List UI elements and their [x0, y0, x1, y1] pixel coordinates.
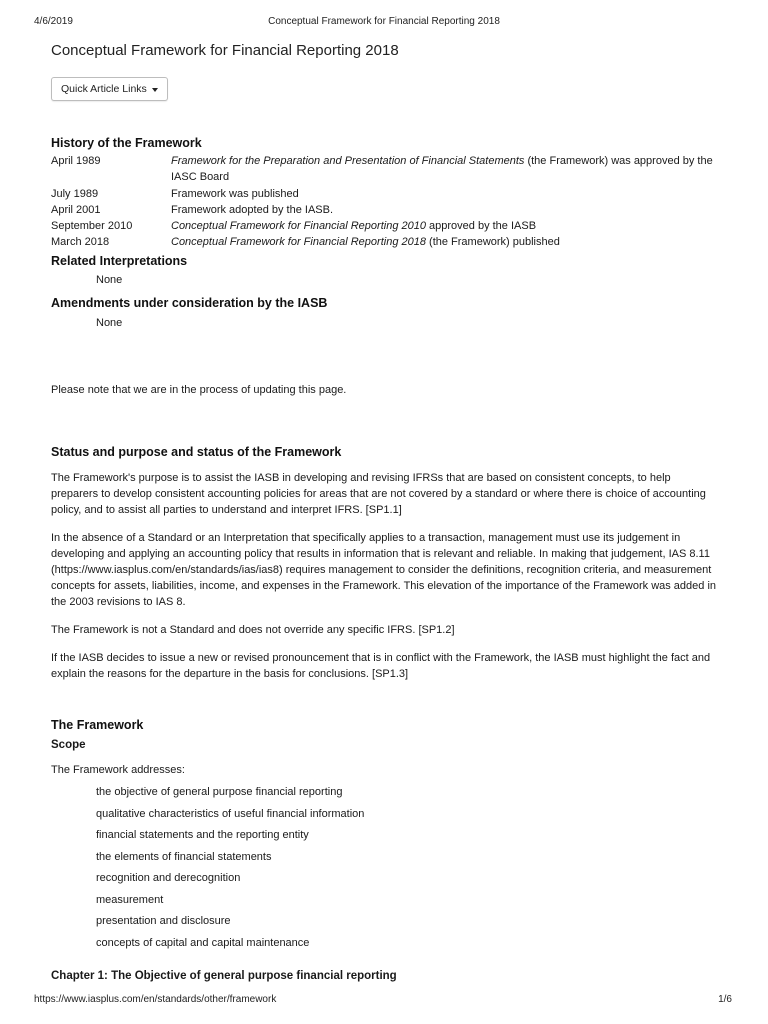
list-item: qualitative characteristics of useful financial information: [96, 807, 365, 820]
caret-down-icon: [152, 88, 158, 92]
print-footer-url: https://www.iasplus.com/en/standards/other/framework: [34, 994, 277, 1005]
history-desc: Framework adopted by the IASB.: [171, 203, 334, 216]
status-paragraph-1: The Framework's purpose is to assist the IASB in developing and revising IFRSs that are based on consistent concepts, to help preparers to develop consistent accounting policies for areas that are not covered by a standard or where there is choice of accounting policy, and to assist all parties to understand and interpret IFRS. [SP1.1]: [51, 472, 706, 516]
history-table: [51, 153, 721, 251]
list-item: presentation and disclosure: [96, 915, 231, 927]
history-doc-title: Framework for the Preparation and Presentation of Financial Statements: [171, 155, 525, 167]
page-title: Conceptual Framework for Financial Reporting 2018: [51, 42, 399, 59]
framework-heading: The Framework: [51, 718, 144, 732]
list-item: concepts of capital and capital maintenance: [96, 936, 310, 949]
history-doc-title: Conceptual Framework for Financial Reporting 2018: [171, 236, 426, 249]
print-header-title: Conceptual Framework for Financial Reporting 2018: [268, 16, 500, 27]
list-item: measurement: [96, 893, 164, 906]
history-row: [51, 202, 721, 218]
history-desc: Framework was published: [171, 187, 299, 200]
history-desc: approved by the IASB: [425, 220, 537, 233]
history-row: [51, 234, 721, 250]
history-heading: History of the Framework: [51, 136, 202, 150]
list-item: recognition and derecognition: [96, 872, 241, 884]
scope-intro: The Framework addresses:: [51, 764, 185, 776]
print-date: 4/6/2019: [34, 16, 73, 27]
related-interpretations-heading: Related Interpretations: [51, 254, 188, 268]
quick-links-label: Quick Article Links: [61, 83, 147, 95]
list-item: financial statements and the reporting entity: [96, 829, 309, 841]
status-paragraph-4: If the IASB decides to issue a new or revised pronouncement that is in conflict with the Framework, the IASB must highlight the fact and explain the reasons for the departure in the basis for conclusions. [SP1.3]: [51, 652, 711, 680]
history-date: April 2001: [51, 203, 101, 216]
history-row: [51, 153, 721, 186]
history-date: April 1989: [51, 155, 101, 167]
status-paragraph-2: In the absence of a Standard or an Interpretation that specifically applies to a transaction, management must use its judgement in developing and applying an accounting policy that results in information that is relevant and reliable. In making that judgement, IAS 8.11 (https://www.iasplus.com/en/standards/ias/ias8) requires management to consider the definitions, recognition criteria, and measurement concepts for assets, liabilities, income, and expenses in the Framework. This elevation of the importance of the Framework was added in the 2003 revisions to IAS 8.: [51, 532, 717, 608]
history-row: [51, 218, 721, 234]
list-item: the objective of general purpose financial reporting: [96, 786, 343, 798]
history-row: [51, 186, 721, 202]
status-heading: Status and purpose and status of the Framework: [51, 445, 342, 459]
scope-list: [96, 782, 364, 954]
update-note: Please note that we are in the process of updating this page.: [51, 384, 347, 396]
scope-heading: Scope: [51, 739, 86, 751]
list-item: the elements of financial statements: [96, 850, 272, 863]
history-date: September 2010: [51, 220, 133, 233]
history-date: July 1989: [51, 187, 99, 200]
amendments-heading: Amendments under consideration by the IASB: [51, 296, 328, 310]
related-interpretations-value: None: [96, 274, 123, 286]
chapter1-heading: Chapter 1: The Objective of general purpose financial reporting: [51, 970, 397, 982]
history-doc-title: Conceptual Framework for Financial Reporting 2010: [171, 220, 426, 233]
status-paragraph-3: The Framework is not a Standard and does not override any specific IFRS. [SP1.2]: [51, 624, 455, 636]
history-date: March 2018: [51, 236, 110, 249]
quick-article-links-button[interactable]: [51, 77, 168, 101]
history-desc: (the Framework) was approved by the IASC Board: [171, 155, 713, 184]
history-desc: (the Framework) published: [425, 236, 560, 249]
amendments-value: None: [96, 317, 123, 329]
print-page-number: 1/6: [718, 994, 732, 1005]
